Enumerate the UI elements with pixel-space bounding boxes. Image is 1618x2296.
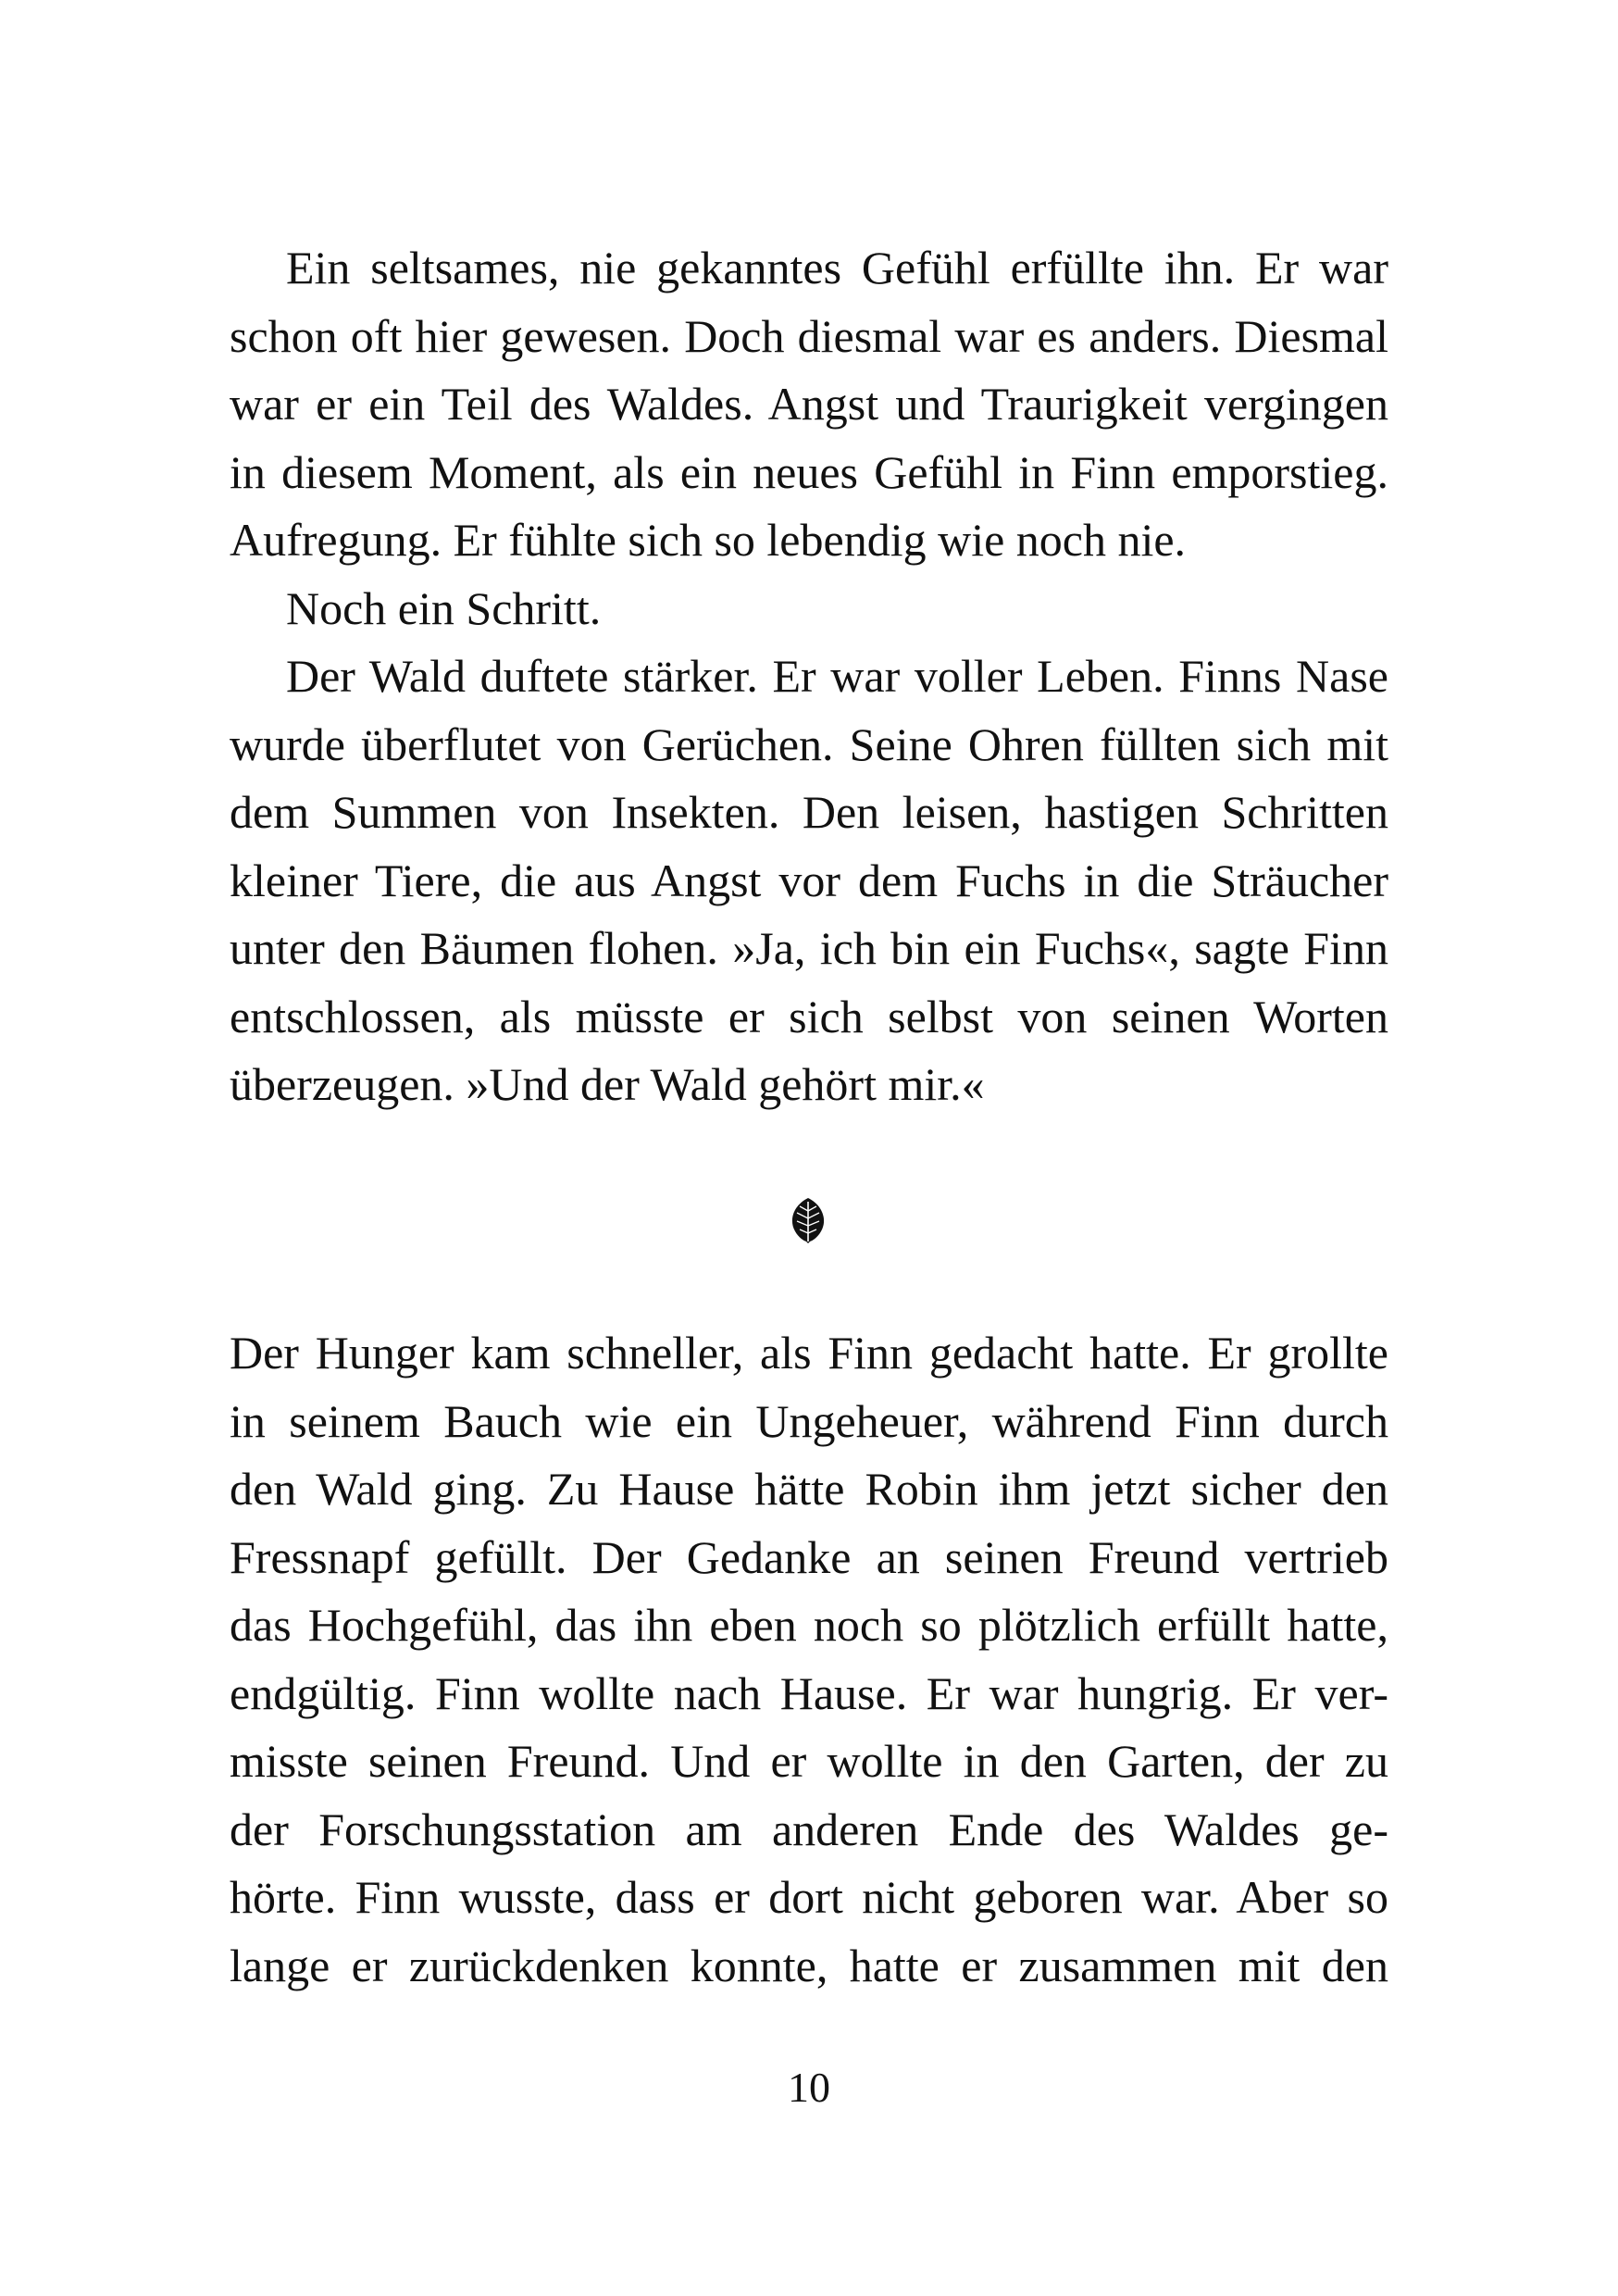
text-line: wurde überflutet von Gerüchen. Seine Ohren füllten sich mit: [230, 718, 1388, 770]
text-line: das Hochgefühl, das ihn eben noch so plötzlich erfüllt hatte,: [230, 1599, 1388, 1651]
text-line: den Wald ging. Zu Hause hätte Robin ihm jetzt sicher den: [230, 1463, 1388, 1515]
text-line: misste seinen Freund. Und er wollte in den Garten, der zu: [230, 1735, 1388, 1787]
text-line: hörte. Finn wusste, dass er dort nicht geboren war. Aber so: [230, 1871, 1388, 1923]
text-line: kleiner Tiere, die aus Angst vor dem Fuchs in die Sträucher: [230, 854, 1388, 906]
text-line: Ein seltsames, nie gekanntes Gefühl erfüllte ihn. Er war: [286, 242, 1388, 293]
text-line: der Forschungsstation am anderen Ende des Waldes ge-: [230, 1803, 1388, 1855]
text-line: Der Wald duftete stärker. Er war voller Leben. Finns Nase: [286, 650, 1388, 702]
text-line: endgültig. Finn wollte nach Hause. Er war hungrig. Er ver-: [230, 1666, 1388, 1719]
leaf-icon: [788, 1196, 828, 1244]
text-line: schon oft hier gewesen. Doch diesmal war es anders. Diesmal: [230, 309, 1388, 362]
text-line: entschlossen, als müsste er sich selbst von seinen Worten: [230, 990, 1388, 1042]
page-number: 10: [788, 2064, 830, 2111]
text-line: Noch ein Schritt.: [286, 581, 602, 634]
text-line: Fressnapf gefüllt. Der Gedanke an seinen Freund vertrieb: [230, 1530, 1388, 1583]
text-line: in diesem Moment, als ein neues Gefühl in Finn emporstieg.: [230, 445, 1388, 498]
text-line: lange er zurückdenken konnte, hatte er zusammen mit den: [230, 1939, 1388, 1991]
text-line: unter den Bäumen flohen. »Ja, ich bin ein Fuchs«, sagte Finn: [230, 922, 1388, 974]
text-line: Aufregung. Er fühlte sich so lebendig wie noch nie.: [230, 514, 1187, 566]
text-section-1: [230, 234, 1388, 1119]
text-line: überzeugen. »Und der Wald gehört mir.«: [230, 1058, 985, 1110]
text-line: in seinem Bauch wie ein Ungeheuer, während Finn durch: [230, 1394, 1388, 1447]
text-line: war er ein Teil des Waldes. Angst und Traurigkeit vergingen: [230, 378, 1388, 430]
text-line: dem Summen von Insekten. Den leisen, hastigen Schritten: [230, 786, 1388, 838]
text-line: Der Hunger kam schneller, als Finn gedacht hatte. Er grollte: [230, 1327, 1388, 1379]
text-section-2: [230, 1319, 1388, 2000]
